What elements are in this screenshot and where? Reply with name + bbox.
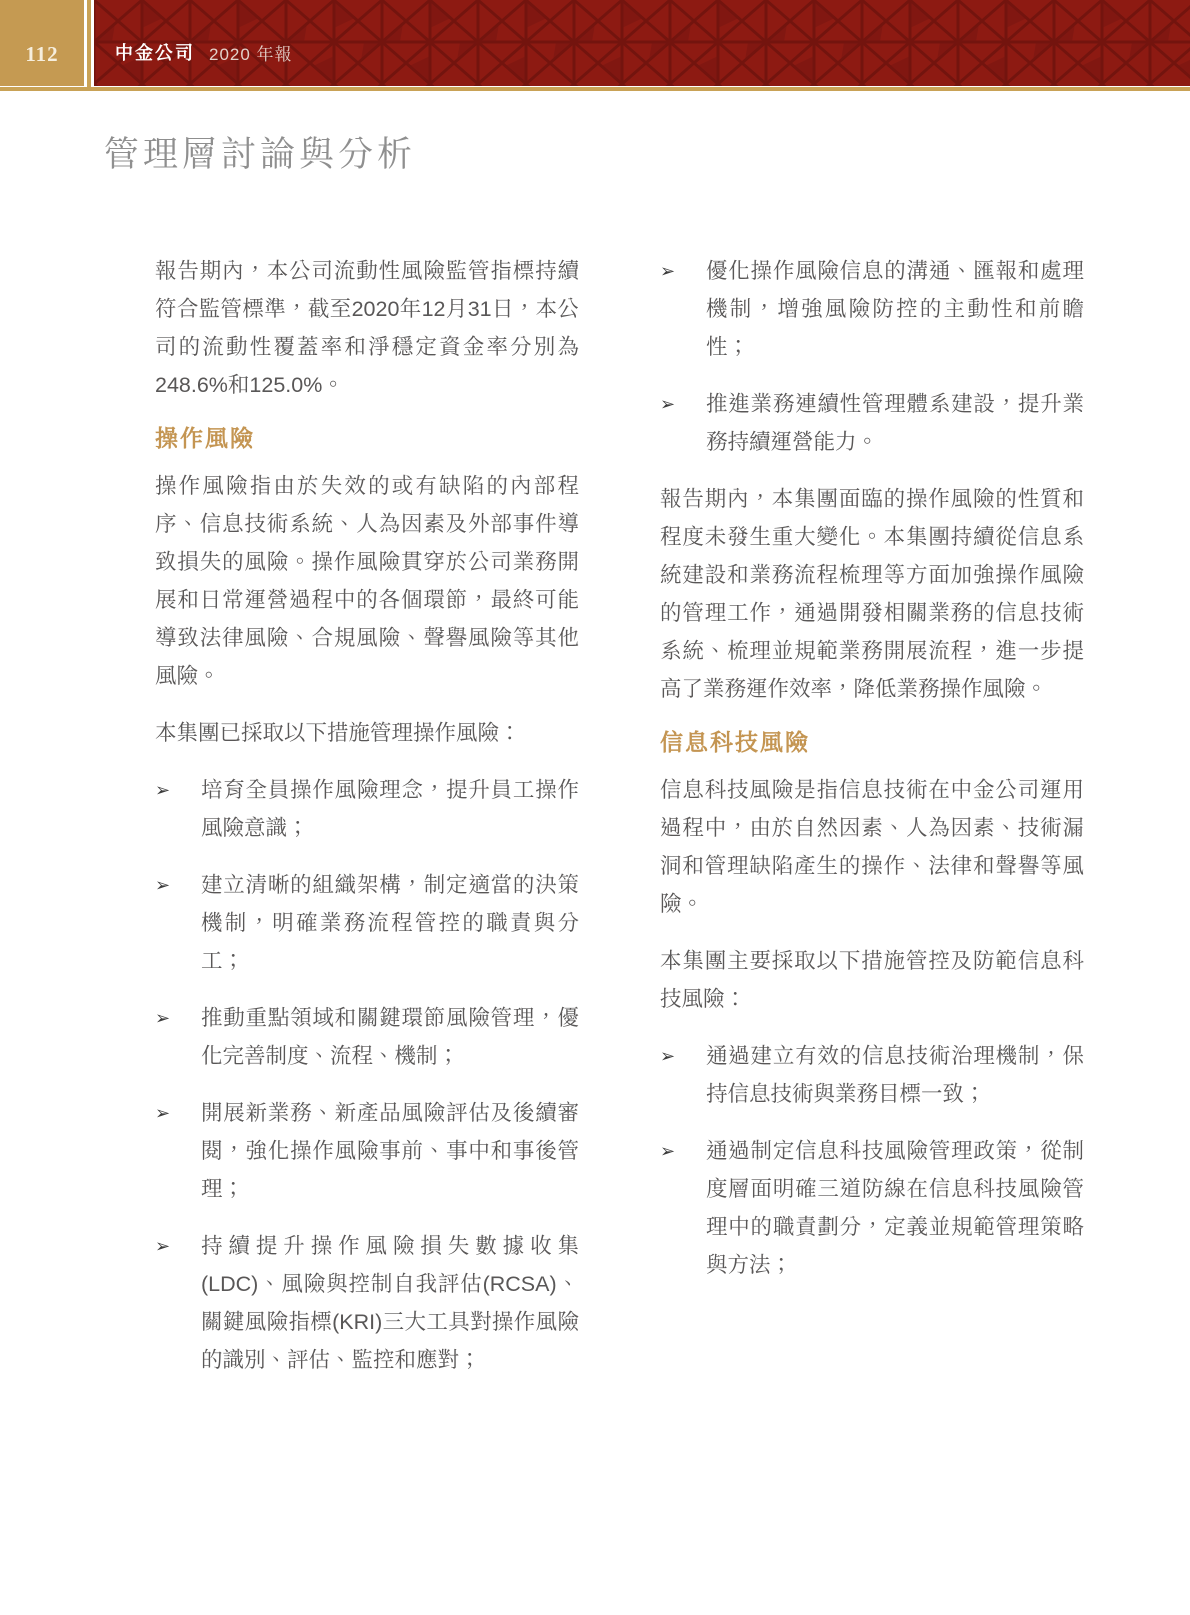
list-item [155,1094,579,1208]
list-item-text: 推動重點領域和關鍵環節風險管理，優化完善制度、流程、機制； [201,1006,579,1068]
list-item [155,999,579,1075]
arrow-bullet-icon: ➢ [155,1103,171,1123]
arrow-bullet-icon: ➢ [660,1141,676,1161]
banner-title [115,0,293,86]
paragraph-operational-risk-summary: 報告期內，本集團面臨的操作風險的性質和程度未發生重大變化。本集團持續從信息系統建設和業務流程梳理等方面加強操作風險的管理工作，通過開發相關業務的信息技術系統、梳理並規範業務開展流程，進一步提高了業務運作效率，降低業務操作風險。 [660,487,1084,701]
list-item [660,252,1084,366]
section-heading-it-risk: 信息科技風險 [660,729,810,755]
arrow-bullet-icon: ➢ [155,780,171,800]
page-title: 管理層討論與分析 [104,135,417,175]
list-item-text: 優化操作風險信息的溝通、匯報和處理機制，增強風險防控的主動性和前瞻性； [706,259,1084,359]
arrow-bullet-icon: ➢ [155,875,171,895]
list-item-text: 建立清晰的組織架構，制定適當的決策機制，明確業務流程管控的職責與分工； [201,873,579,973]
list-item [155,771,579,847]
page-number: 112 [25,41,59,66]
list-item [155,866,579,980]
page-number-block [0,0,84,86]
paragraph-measures-lead: 本集團已採取以下措施管理操作風險： [155,721,521,745]
paragraph-liquidity: 報告期內，本公司流動性風險監管指標持續符合監管標準，截至2020年12月31日，本公司的流動性覆蓋率和淨穩定資金率分別為248.6%和125.0%。 [155,259,579,397]
paragraph-operational-risk-definition: 操作風險指由於失效的或有缺陷的內部程序、信息技術系統、人為因素及外部事件導致損失的風險。操作風險貫穿於公司業務開展和日常運營過程中的各個環節，最終可能導致法律風險、合規風險、聲譽風險等其他風險。 [155,474,579,688]
right-column [660,252,1084,1303]
list-item-text: 通過制定信息科技風險管理政策，從制度層面明確三道防線在信息科技風險管理中的職責劃分，定義並規範管理策略與方法； [706,1139,1084,1277]
header-banner [94,0,1190,86]
list-item [660,1132,1084,1284]
gold-horizontal-rule [0,87,1190,91]
section-heading-operational-risk: 操作風險 [155,425,255,451]
report-edition: 2020 年報 [209,44,293,64]
list-item-text: 通過建立有效的信息技術治理機制，保持信息技術與業務目標一致； [706,1044,1084,1106]
arrow-bullet-icon: ➢ [660,394,676,414]
gold-vertical-divider [87,0,91,91]
paragraph-it-measures-lead: 本集團主要採取以下措施管控及防範信息科技風險： [660,949,1084,1011]
arrow-bullet-icon: ➢ [155,1236,171,1256]
list-item [155,1227,579,1379]
arrow-bullet-icon: ➢ [155,1008,171,1028]
arrow-bullet-icon: ➢ [660,261,676,281]
list-item-text: 培育全員操作風險理念，提升員工操作風險意識； [201,778,579,840]
list-item-text: 開展新業務、新產品風險評估及後續審閱，強化操作風險事前、事中和事後管理； [201,1101,579,1201]
list-item [660,385,1084,461]
list-item-text: 推進業務連續性管理體系建設，提升業務持續運營能力。 [706,392,1084,454]
list-item [660,1037,1084,1113]
paragraph-it-risk-definition: 信息科技風險是指信息技術在中金公司運用過程中，由於自然因素、人為因素、技術漏洞和管理缺陷產生的操作、法律和聲譽等風險。 [660,778,1084,916]
arrow-bullet-icon: ➢ [660,1046,676,1066]
left-column [155,252,579,1398]
list-item-text: 持續提升操作風險損失數據收集(LDC)、風險與控制自我評估(RCSA)、關鍵風險指標(KRI)三大工具對操作風險的識別、評估、監控和應對； [201,1234,579,1372]
company-name: 中金公司 [115,43,195,63]
